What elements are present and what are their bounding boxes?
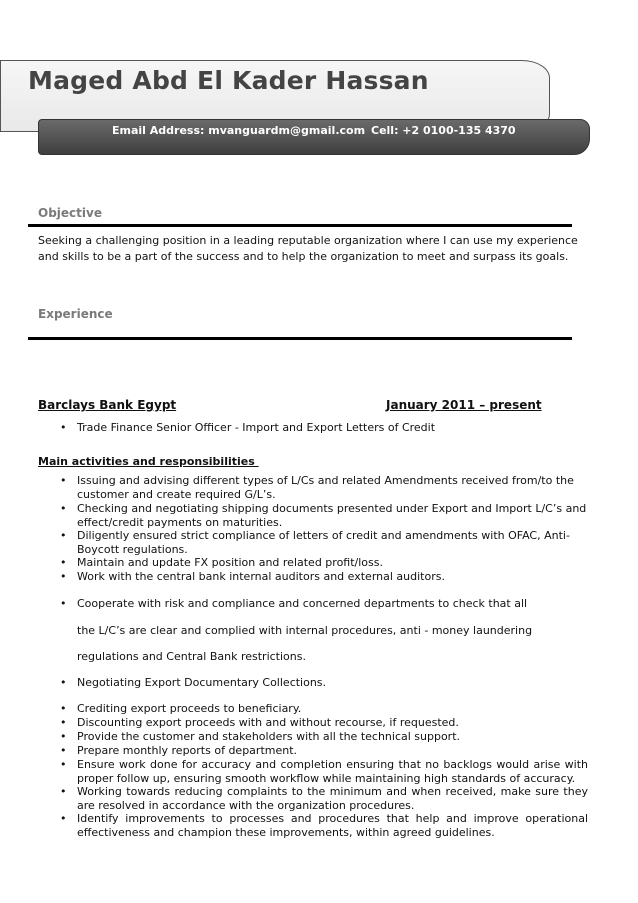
activity-item: Diligently ensured strict compliance of letters of credit and amendments with OFAC, Anti-Boycott regulations. bbox=[77, 529, 570, 556]
activity-item-continued: the L/C’s are clear and complied with internal procedures, anti - money laundering bbox=[77, 624, 533, 637]
employer-name: Barclays Bank Egypt bbox=[38, 398, 177, 412]
experience-divider bbox=[28, 337, 572, 340]
activity-item: Maintain and update FX position and related profit/loss. bbox=[77, 556, 383, 569]
activity-item: Checking and negotiating shipping documents presented under Export and Import L/C’s and effect/credit payments on maturities. bbox=[77, 502, 587, 529]
activity-item: Crediting export proceeds to beneficiary. bbox=[77, 702, 302, 715]
activity-item: Work with the central bank internal auditors and external auditors. bbox=[77, 570, 445, 583]
activity-item: Discounting export proceeds with and without recourse, if requested. bbox=[77, 716, 459, 729]
activity-bullet: • bbox=[60, 716, 67, 729]
activity-item: Prepare monthly reports of department. bbox=[77, 744, 298, 757]
activity-bullet: • bbox=[60, 785, 67, 798]
activity-bullet: • bbox=[60, 744, 67, 757]
activity-bullet: • bbox=[60, 474, 67, 487]
objective-text: Seeking a challenging position in a leading reputable organization where I can use my experience and skills to be a part of the success and to help the organization to meet and surpass its goals. bbox=[38, 234, 578, 263]
email-address: Email Address: mvanguardm@gmail.com bbox=[112, 124, 366, 137]
objective-divider bbox=[28, 224, 572, 227]
activity-item: Cooperate with risk and compliance and concerned departments to check that all bbox=[77, 597, 528, 610]
activity-item-continued: regulations and Central Bank restrictions. bbox=[77, 650, 306, 663]
cell-phone: Cell: +2 0100-135 4370 bbox=[371, 124, 516, 137]
activity-item: Issuing and advising different types of L/Cs and related Amendments received from/to the customer and create required G/L’s. bbox=[77, 474, 574, 501]
employment-dates: January 2011 – present bbox=[386, 398, 542, 412]
candidate-name: Maged Abd El Kader Hassan bbox=[28, 66, 429, 95]
activity-item: Ensure work done for accuracy and completion ensuring that no backlogs would arise with proper follow up, ensuring smooth workflow while maintaining high standards of accuracy. bbox=[77, 758, 588, 785]
activity-item: Provide the customer and stakeholders with all the technical support. bbox=[77, 730, 461, 743]
role-bullet: • bbox=[60, 421, 67, 434]
activity-bullet: • bbox=[60, 570, 67, 583]
activity-bullet: • bbox=[60, 556, 67, 569]
activity-item: Negotiating Export Documentary Collections. bbox=[77, 676, 327, 689]
activity-bullet: • bbox=[60, 702, 67, 715]
objective-title: Objective bbox=[38, 206, 102, 220]
activity-bullet: • bbox=[60, 812, 67, 825]
activity-bullet: • bbox=[60, 730, 67, 743]
activity-bullet: • bbox=[60, 597, 67, 610]
job-role: Trade Finance Senior Officer - Import and Export Letters of Credit bbox=[77, 421, 436, 434]
activity-bullet: • bbox=[60, 758, 67, 771]
activities-title: Main activities and responsibilities bbox=[38, 455, 259, 468]
activity-bullet: • bbox=[60, 502, 67, 515]
activity-item: Working towards reducing complaints to the minimum and when received, make sure they are resolved in accordance with the organization procedures. bbox=[77, 785, 588, 812]
activity-item: Identify improvements to processes and procedures that help and improve operational effectiveness and champion these improvements, within agreed guidelines. bbox=[77, 812, 588, 839]
activity-bullet: • bbox=[60, 676, 67, 689]
experience-title: Experience bbox=[38, 307, 113, 321]
activity-bullet: • bbox=[60, 529, 67, 542]
